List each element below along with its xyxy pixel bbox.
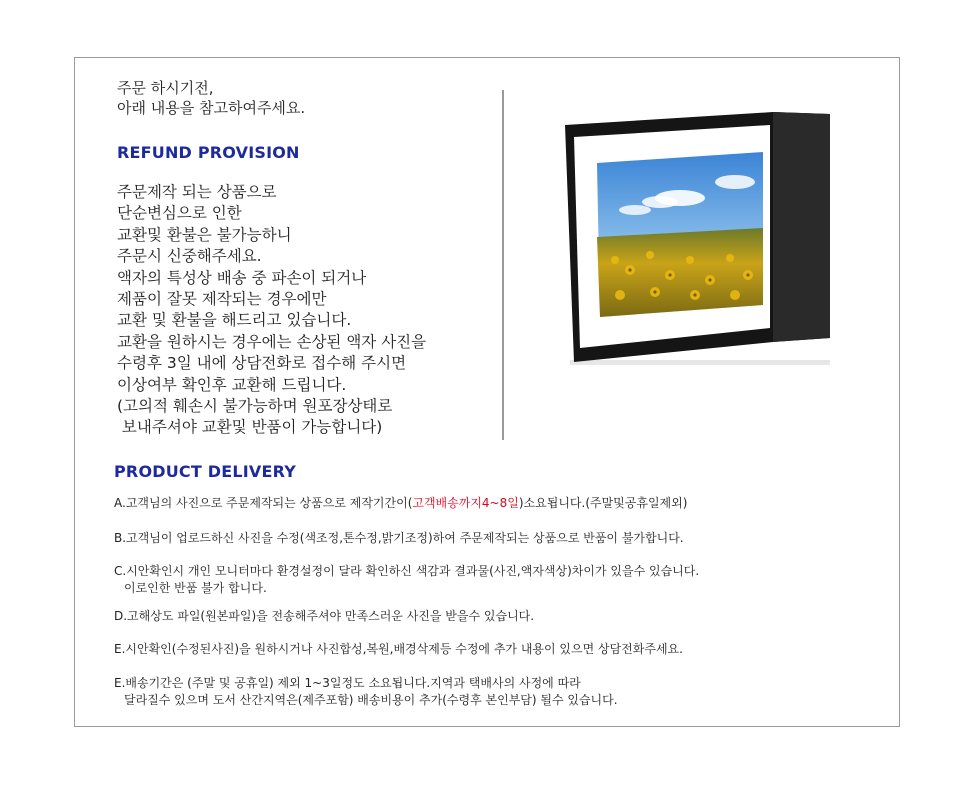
refund-line: 주문제작 되는 상품으로 [117, 183, 277, 201]
delivery-c-line-1: C.시안확인시 개인 모니터마다 환경설정이 달라 확인하신 색감과 결과물(사진,액자색상)차이가 있을수 있습니다. [114, 564, 700, 578]
delivery-a-text-end: )소요됩니다.(주말및공휴일제외) [518, 496, 688, 510]
refund-line: 이상여부 확인후 교환해 드립니다. [117, 375, 347, 394]
delivery-item-c [114, 563, 699, 597]
refund-body [117, 182, 426, 439]
delivery-heading: PRODUCT DELIVERY [114, 462, 297, 481]
delivery-item-e: E.시안확인(수정된사진)을 원하시거나 사진합성,복원,배경삭제등 수정에 추가 내용이 있으면 상담전화주세요. [114, 642, 683, 656]
delivery-a-text: A.고객님의 사진으로 주문제작되는 상품으로 제작기간이( [114, 496, 413, 510]
intro-text [117, 78, 305, 118]
refund-line: 교환을 원하시는 경우에는 손상된 액자 사진을 [117, 332, 427, 351]
delivery-item-b: B.고객님이 업로드하신 사진을 수정(색조정,톤수정,밝기조정)하여 주문제작되는 상품으로 반품이 불가합니다. [114, 531, 684, 545]
frame-illustration [560, 110, 850, 365]
refund-line: (고의적 훼손시 불가능하며 원포장상태로 [117, 397, 393, 416]
refund-line: 교환및 환불은 불가능하니 [117, 225, 292, 244]
delivery-f-line-1: E.배송기간은 (주말 및 공휴일) 제외 1~3일정도 소요됩니다.지역과 택배사의 사정에 따라 [114, 676, 581, 690]
delivery-c-line-2: 이로인한 반품 불가 합니다. [124, 581, 267, 595]
intro-line-2: 아래 내용을 참고하여주세요. [117, 99, 306, 117]
framed-sunflower-photo [560, 110, 850, 365]
refund-line: 액자의 특성상 배송 중 파손이 되거나 [117, 268, 367, 287]
intro-line-1: 주문 하시기전, [117, 79, 214, 97]
refund-line: 보내주셔야 교환및 반품이 가능합니다) [117, 418, 383, 437]
vertical-divider [502, 90, 504, 440]
refund-line: 제품이 잘못 제작되는 경우에만 [117, 290, 327, 309]
refund-line: 단순변심으로 인한 [117, 204, 242, 223]
refund-line: 수령후 3일 내에 상담전화로 접수해 주시면 [117, 354, 407, 373]
delivery-f-line-2: 달라질수 있으며 도서 산간지역은(제주포함) 배송비용이 추가(수령후 본인부담) 될수 있습니다. [124, 693, 618, 707]
delivery-item-f [114, 675, 618, 709]
delivery-item-a [114, 495, 687, 512]
refund-line: 교환 및 환불을 해드리고 있습니다. [117, 311, 352, 330]
delivery-item-d: D.고해상도 파일(원본파일)을 전송해주셔야 만족스러운 사진을 받을수 있습니다. [114, 609, 535, 623]
delivery-a-highlight: 고객배송까지4~8일 [412, 496, 519, 510]
refund-heading: REFUND PROVISION [117, 143, 300, 162]
refund-line: 주문시 신중해주세요. [117, 247, 262, 266]
